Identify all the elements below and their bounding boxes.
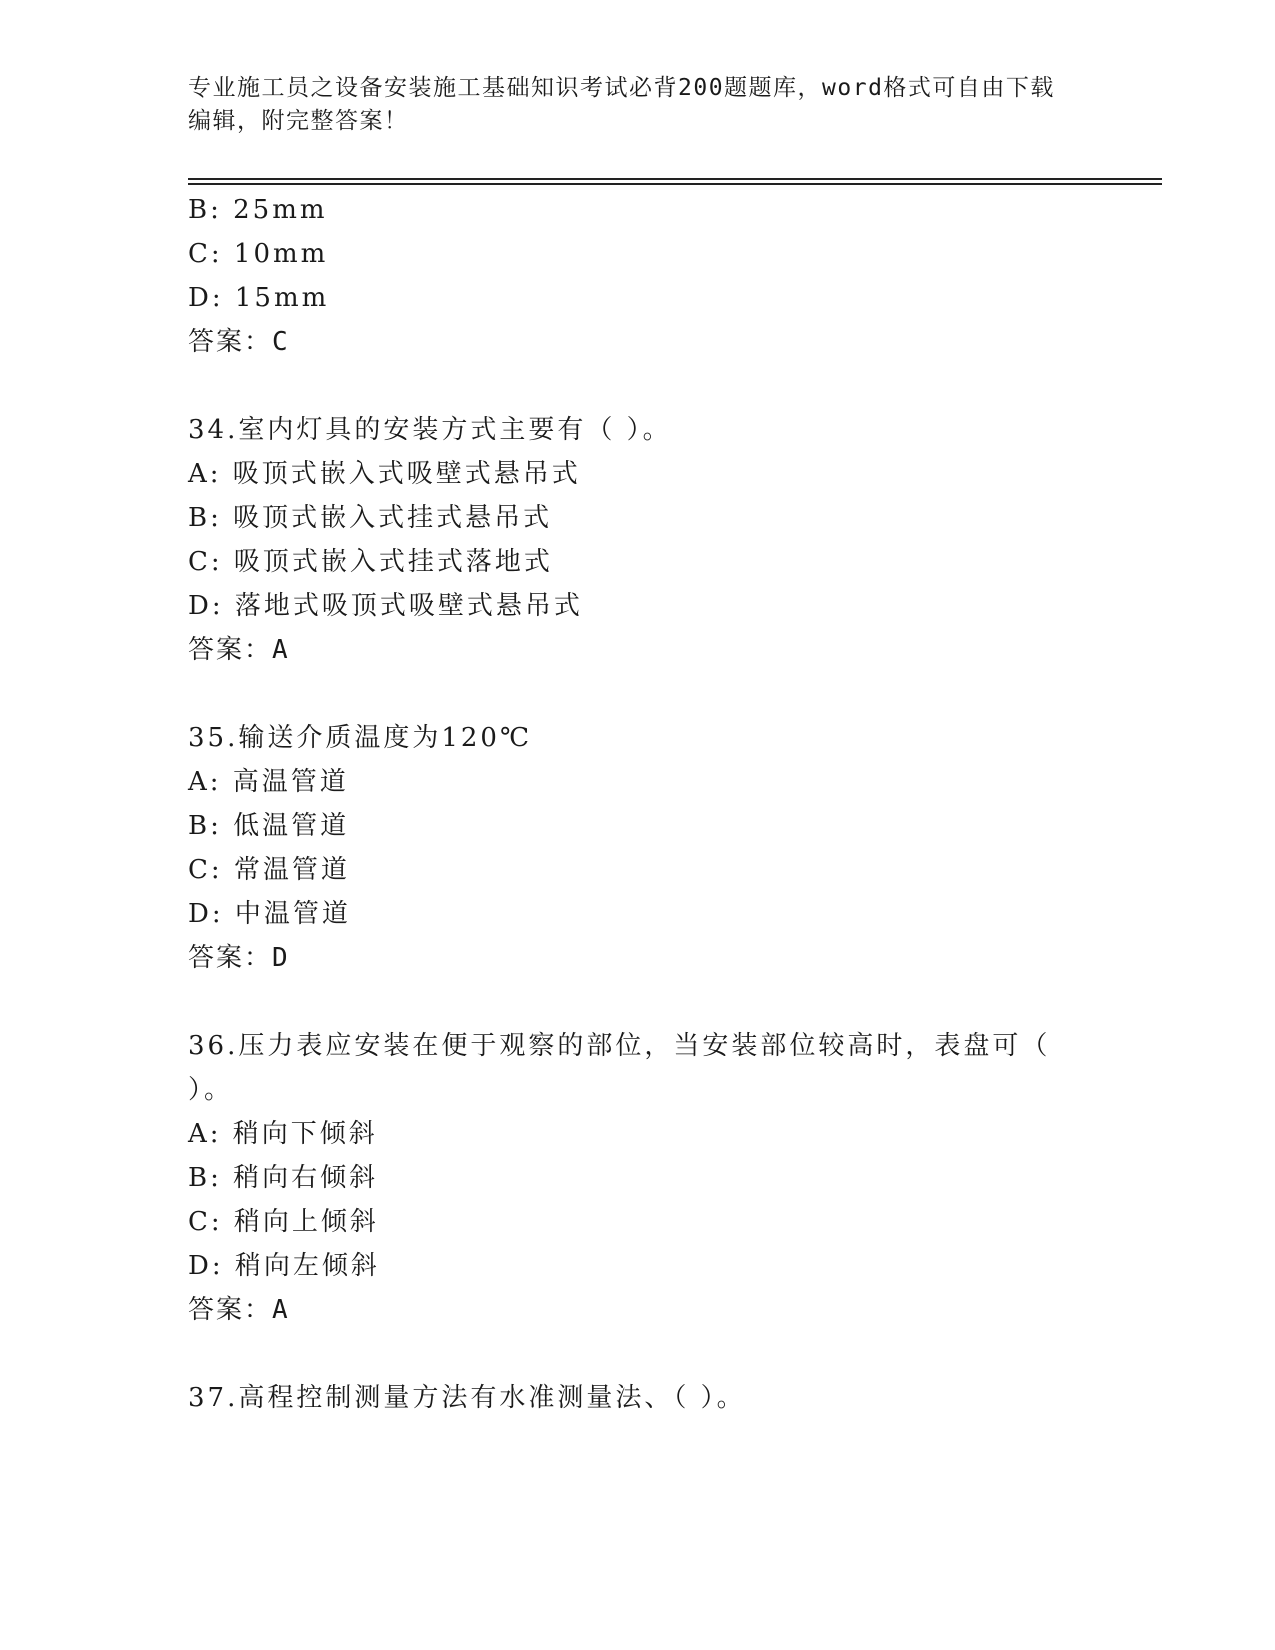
q35-option-a: A: 高温管道 (188, 767, 349, 797)
header-line-1: 专业施工员之设备安装施工基础知识考试必背200题题库，word格式可自由下载 (188, 75, 1055, 101)
q35-option-c: C: 常温管道 (188, 855, 350, 885)
q33-answer: 答案：C (188, 327, 290, 357)
q34-answer: 答案：A (188, 635, 290, 665)
q35-question: 35.输送介质温度为120℃ (188, 723, 533, 753)
q36-option-d: D: 稍向左倾斜 (188, 1251, 380, 1281)
q35-option-b: B: 低温管道 (188, 811, 350, 841)
q34-option-b: B: 吸顶式嵌入式挂式悬吊式 (188, 503, 553, 533)
q37-question: 37.高程控制测量方法有水准测量法、（ ）。 (188, 1383, 746, 1413)
q36-option-a: A: 稍向下倾斜 (188, 1119, 378, 1149)
q34-option-a: A: 吸顶式嵌入式吸壁式悬吊式 (188, 459, 581, 489)
header-divider-top (188, 178, 1162, 180)
q33-option-d: D: 15mm (188, 283, 330, 313)
q33-option-b: B: 25mm (188, 195, 328, 225)
header-divider-bottom (188, 183, 1162, 185)
q36-question-line-1: 36.压力表应安装在便于观察的部位，当安装部位较高时，表盘可（ (188, 1031, 1051, 1061)
q35-option-d: D: 中温管道 (188, 899, 351, 929)
document-header (188, 72, 1088, 138)
q35-answer: 答案：D (188, 943, 290, 973)
q36-question-line-2: ）。 (188, 1075, 234, 1105)
q36-option-b: B: 稍向右倾斜 (188, 1163, 379, 1193)
q36-option-c: C: 稍向上倾斜 (188, 1207, 379, 1237)
q34-question: 34.室内灯具的安装方式主要有（ ）。 (188, 415, 672, 445)
q34-option-c: C: 吸顶式嵌入式挂式落地式 (188, 547, 553, 577)
q34-option-d: D: 落地式吸顶式吸壁式悬吊式 (188, 591, 583, 621)
q36-answer: 答案：A (188, 1295, 290, 1325)
q33-option-c: C: 10mm (188, 239, 329, 269)
header-line-2: 编辑，附完整答案！ (188, 108, 409, 134)
